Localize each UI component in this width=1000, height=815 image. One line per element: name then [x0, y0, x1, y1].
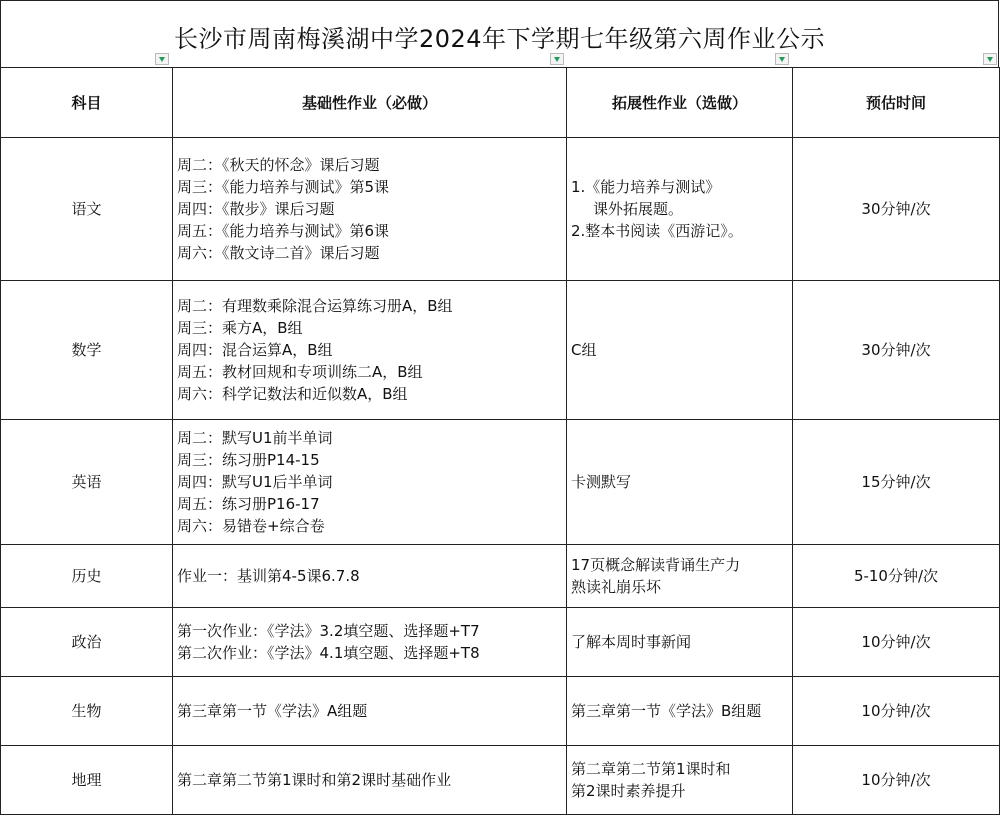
table-row — [1, 677, 1000, 746]
header-extended: 拓展性作业（选做） — [567, 68, 793, 138]
basic-line: 周六：《散文诗二首》课后习题 — [177, 244, 380, 262]
time-cell: 30分钟/次 — [793, 138, 1000, 281]
extended-line: C组 — [571, 341, 597, 359]
time-cell: 10分钟/次 — [793, 608, 1000, 677]
basic-line: 作业一：基训第4-5课6.7.8 — [177, 567, 360, 585]
header-row — [1, 68, 1000, 138]
table-row — [1, 138, 1000, 281]
subject-cell: 政治 — [1, 608, 173, 677]
filter-dropdown-icon[interactable] — [983, 53, 997, 65]
basic-line: 周五：教材回规和专项训练二A，B组 — [177, 363, 423, 381]
extended-cell — [567, 608, 793, 677]
subject-cell: 英语 — [1, 420, 173, 545]
basic-line: 第二章第二节第1课时和第2课时基础作业 — [177, 771, 452, 789]
table-row — [1, 281, 1000, 420]
subject-cell: 地理 — [1, 746, 173, 815]
subject-cell: 语文 — [1, 138, 173, 281]
basic-line: 周四：混合运算A，B组 — [177, 341, 333, 359]
basic-line: 周二：有理数乘除混合运算练习册A，B组 — [177, 297, 453, 315]
basic-line: 第一次作业：《学法》3.2填空题、选择题+T7 — [177, 622, 480, 640]
extended-cell — [567, 420, 793, 545]
header-basic: 基础性作业（必做） — [173, 68, 567, 138]
extended-cell — [567, 281, 793, 420]
table-row — [1, 420, 1000, 545]
basic-line: 第二次作业：《学法》4.1填空题、选择题+T8 — [177, 644, 480, 662]
basic-line: 周五：练习册P16-17 — [177, 495, 320, 513]
time-cell: 10分钟/次 — [793, 746, 1000, 815]
extended-cell — [567, 138, 793, 281]
basic-cell — [173, 545, 567, 608]
basic-cell — [173, 281, 567, 420]
header-subject: 科目 — [1, 68, 173, 138]
extended-line: 1.《能力培养与测试》 — [571, 178, 721, 196]
basic-cell — [173, 608, 567, 677]
homework-table — [0, 67, 1000, 815]
extended-line: 熟读礼崩乐坏 — [571, 578, 662, 596]
basic-line: 第三章第一节《学法》A组题 — [177, 702, 368, 720]
extended-line: 第三章第一节《学法》B组题 — [571, 702, 762, 720]
table-row — [1, 608, 1000, 677]
filter-dropdown-icon[interactable] — [550, 53, 564, 65]
extended-cell — [567, 545, 793, 608]
extended-line: 卡测默写 — [571, 473, 632, 491]
subject-cell: 历史 — [1, 545, 173, 608]
subject-cell: 生物 — [1, 677, 173, 746]
time-cell: 15分钟/次 — [793, 420, 1000, 545]
basic-line: 周六：易错卷+综合卷 — [177, 517, 325, 535]
subject-cell: 数学 — [1, 281, 173, 420]
extended-line: 2.整本书阅读《西游记》。 — [571, 222, 743, 240]
table-row — [1, 545, 1000, 608]
time-cell: 10分钟/次 — [793, 677, 1000, 746]
extended-line: 第2课时素养提升 — [571, 782, 686, 800]
extended-cell — [567, 746, 793, 815]
extended-line: 第二章第二节第1课时和 — [571, 760, 731, 778]
basic-line: 周六：科学记数法和近似数A，B组 — [177, 385, 408, 403]
sheet-title: 长沙市周南梅溪湖中学2024年下学期七年级第六周作业公示 — [173, 25, 826, 53]
extended-cell — [567, 677, 793, 746]
basic-line: 周二：《秋天的怀念》课后习题 — [177, 156, 380, 174]
title-row — [0, 0, 999, 68]
basic-line: 周三：乘方A，B组 — [177, 319, 303, 337]
extended-line: 课外拓展题。 — [593, 200, 684, 218]
table-row — [1, 746, 1000, 815]
basic-line: 周三：练习册P14-15 — [177, 451, 320, 469]
basic-cell — [173, 138, 567, 281]
basic-cell — [173, 420, 567, 545]
filter-dropdown-icon[interactable] — [775, 53, 789, 65]
basic-cell — [173, 746, 567, 815]
basic-line: 周五：《能力培养与测试》第6课 — [177, 222, 390, 240]
basic-line: 周二：默写U1前半单词 — [177, 429, 333, 447]
time-cell: 5-10分钟/次 — [793, 545, 1000, 608]
header-time: 预估时间 — [793, 68, 1000, 138]
filter-dropdown-icon[interactable] — [155, 53, 169, 65]
time-cell: 30分钟/次 — [793, 281, 1000, 420]
basic-cell — [173, 677, 567, 746]
extended-line: 17页概念解读背诵生产力 — [571, 556, 741, 574]
basic-line: 周三：《能力培养与测试》第5课 — [177, 178, 390, 196]
extended-line: 了解本周时事新闻 — [571, 633, 692, 651]
basic-line: 周四：默写U1后半单词 — [177, 473, 333, 491]
basic-line: 周四：《散步》课后习题 — [177, 200, 335, 218]
